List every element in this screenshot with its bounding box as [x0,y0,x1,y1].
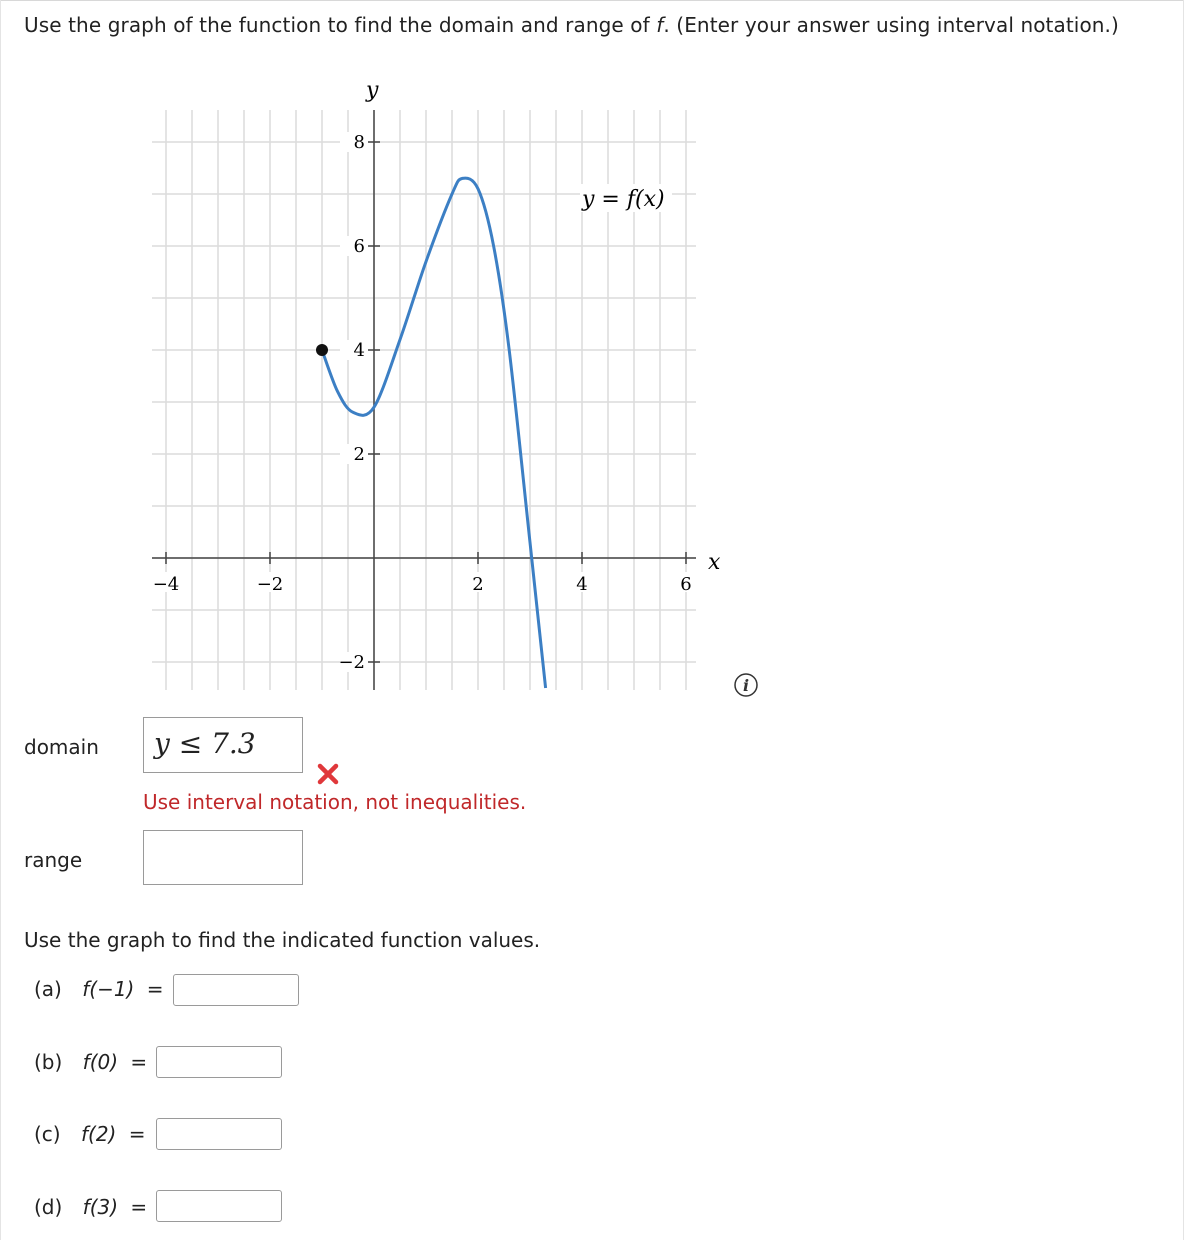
expr-c: f(2) [80,1122,117,1146]
function-label: y = f(x) [582,187,665,212]
expr-d: f(3) [82,1195,119,1219]
y-tick-label: 8 [353,132,365,153]
info-icon[interactable] [733,672,759,698]
question-part-1: Use the graph of the function to find the domain and range of [24,13,657,37]
x-mark-icon [316,762,340,786]
domain-input[interactable] [143,717,303,773]
range-label: range [24,848,83,872]
part-label-c: (c) [34,1122,61,1146]
y-tick-label: −2 [338,652,365,673]
domain-error-message: Use interval notation, not inequalities. [143,790,527,814]
function-value-row-a [34,977,164,1001]
part-label-a: (a) [34,977,62,1001]
function-value-row-d [34,1195,147,1219]
expr-a: f(−1) [82,977,135,1001]
equals-c: = [128,1122,146,1146]
f-0-input[interactable] [156,1046,282,1078]
svg-text:i: i [742,676,750,695]
domain-input-value: y ≤ 7.3 [154,727,256,760]
y-tick-label: 2 [353,444,365,465]
function-value-row-b [34,1050,147,1074]
equals-a: = [146,977,164,1001]
y-tick-label: 4 [353,340,365,361]
domain-label: domain [24,735,99,759]
closed-endpoint [316,344,328,356]
function-value-row-c [34,1122,145,1146]
x-tick-label: −2 [256,574,284,595]
function-values-prompt: Use the graph to find the indicated function values. [24,928,541,952]
f-2-input[interactable] [156,1118,282,1150]
f-neg1-input[interactable] [173,974,299,1006]
y-axis-label: y [366,78,379,103]
question-part-2: . (Enter your answer using interval notation.) [663,13,1119,37]
x-tick-label: −4 [152,574,180,595]
equals-b: = [130,1050,148,1074]
x-tick-label: 4 [576,574,588,595]
expr-b: f(0) [82,1050,119,1074]
part-label-d: (d) [34,1195,63,1219]
x-tick-label: 6 [680,574,692,595]
x-axis-label: x [708,550,721,575]
equals-d: = [130,1195,148,1219]
x-tick-label: 2 [472,574,484,595]
question-func-var: f [656,13,664,37]
f-3-input[interactable] [156,1190,282,1222]
range-input[interactable] [143,830,303,885]
y-tick-label: 6 [353,236,365,257]
part-label-b: (b) [34,1050,63,1074]
